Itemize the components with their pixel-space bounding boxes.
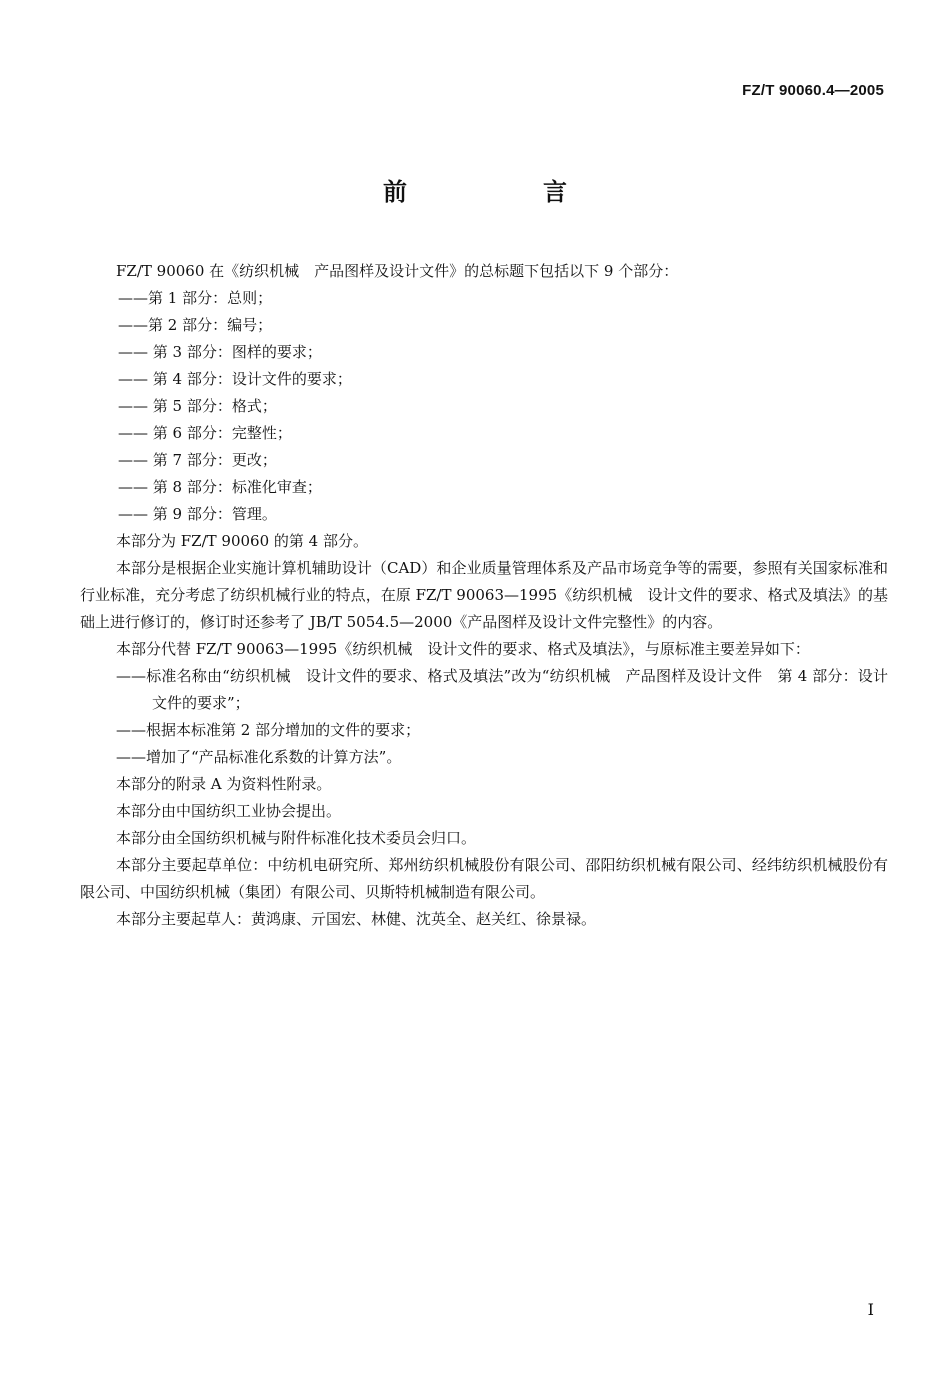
intro-paragraph: FZ/T 90060 在《纺织机械 产品图样及设计文件》的总标题下包括以下 9 个部分： <box>116 262 679 280</box>
change-item: ——标准名称由“纺织机械 设计文件的要求、格式及填法”改为“纺织机械 产品图样及设计文件 第 4 部分：设计文件的要求”； <box>116 667 888 712</box>
page-title: 前 言 <box>383 178 623 206</box>
standard-code: FZ/T 90060.4—2005 <box>742 82 884 99</box>
committee-paragraph: 本部分由全国纺织机械与附件标准化技术委员会归口。 <box>116 829 477 847</box>
list-item: —— 第 5 部分：格式； <box>118 397 277 415</box>
page-number: I <box>867 1300 874 1319</box>
list-item: —— 第 8 部分：标准化审查； <box>118 478 322 496</box>
change-item: ——增加了“产品标准化系数的计算方法”。 <box>116 748 402 766</box>
document-body <box>80 258 888 933</box>
proposer-paragraph: 本部分由中国纺织工业协会提出。 <box>116 802 342 820</box>
list-item: —— 第 3 部分：图样的要求； <box>118 343 322 361</box>
list-item: ——第 2 部分：编号； <box>118 316 273 334</box>
change-item: ——根据本标准第 2 部分增加的文件的要求； <box>116 721 421 739</box>
list-item: ——第 1 部分：总则； <box>118 289 273 307</box>
drafters-paragraph: 本部分主要起草人：黄鸿康、亓国宏、林健、沈英全、赵关红、徐景禄。 <box>116 910 597 928</box>
changes-list <box>80 663 888 771</box>
list-item: —— 第 9 部分：管理。 <box>118 505 277 523</box>
list-item: —— 第 7 部分：更改； <box>118 451 277 469</box>
list-item: —— 第 6 部分：完整性； <box>118 424 292 442</box>
drafting-units-paragraph: 本部分主要起草单位：中纺机电研究所、郑州纺织机械股份有限公司、邵阳纺织机械有限公司、经纬纺织机械股份有限公司、中国纺织机械（集团）有限公司、贝斯特机械制造有限公司。 <box>80 856 888 901</box>
appendix-paragraph: 本部分的附录 A 为资料性附录。 <box>116 775 332 793</box>
list-item: —— 第 4 部分：设计文件的要求； <box>118 370 352 388</box>
part-statement: 本部分为 FZ/T 90060 的第 4 部分。 <box>116 532 368 550</box>
revision-basis-paragraph: 本部分是根据企业实施计算机辅助设计（CAD）和企业质量管理体系及产品市场竞争等的需要，参照有关国家标准和行业标准，充分考虑了纺织机械行业的特点，在原 FZ/T 90063—1995《纺织机械 设计文件的要求、格式及填法》的基础上进行修订的，修订时还参考了 JB/T 5054.5—2000《产品图样及设计文件完整性》的内容。 <box>80 559 888 631</box>
parts-list <box>80 285 888 528</box>
replacement-paragraph: 本部分代替 FZ/T 90063—1995《纺织机械 设计文件的要求、格式及填法》，与原标准主要差异如下： <box>116 640 810 658</box>
